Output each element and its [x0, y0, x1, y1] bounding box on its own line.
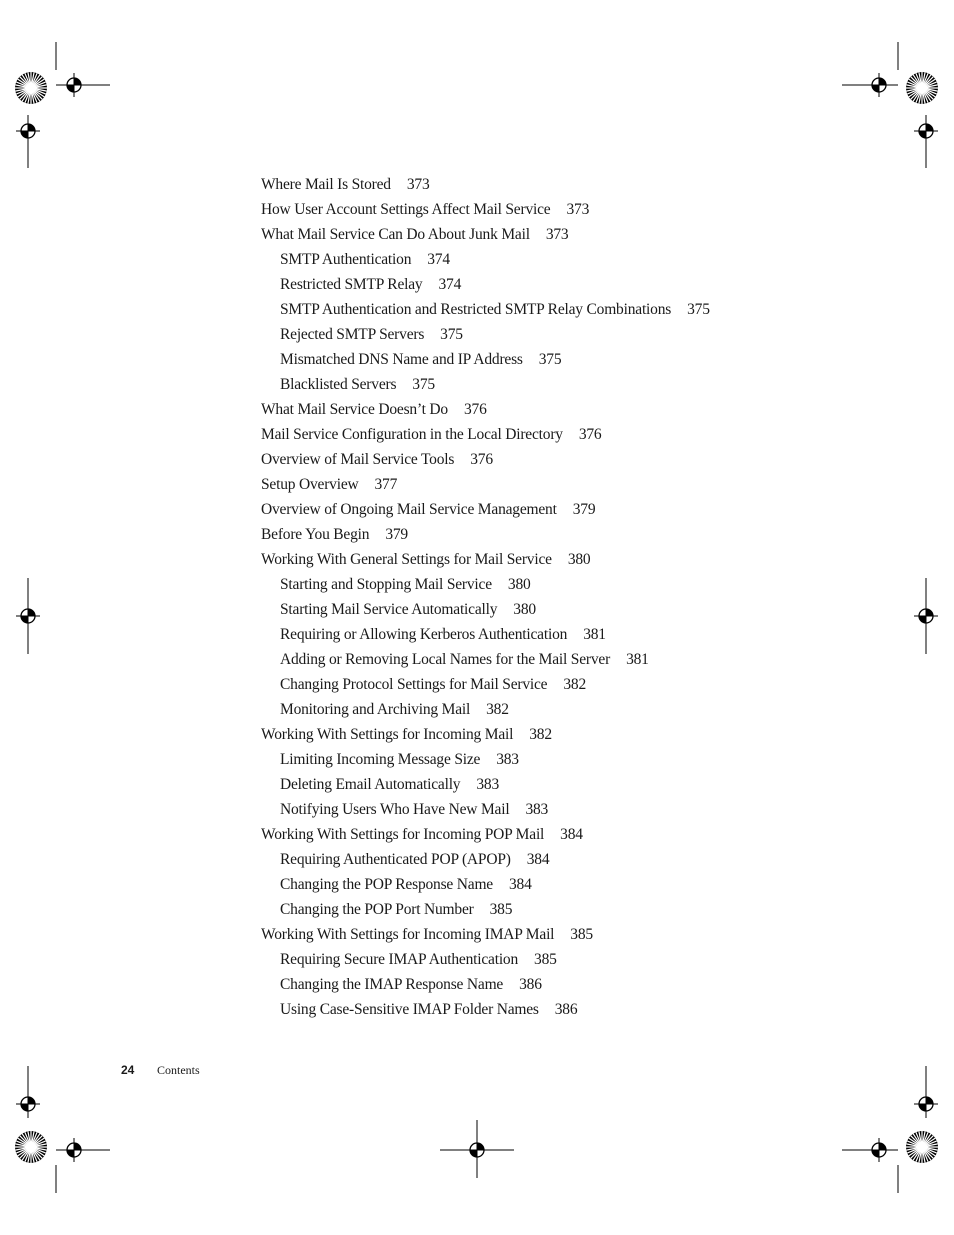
toc-entry-title: Limiting Incoming Message Size — [280, 751, 481, 768]
toc-entry[interactable] — [261, 322, 821, 347]
toc-entry[interactable] — [261, 847, 821, 872]
toc-entry[interactable] — [261, 247, 821, 272]
toc-entry[interactable] — [261, 572, 821, 597]
toc-entry-title: Working With Settings for Incoming Mail — [261, 726, 514, 743]
toc-entry-title: Overview of Ongoing Mail Service Management — [261, 501, 557, 518]
starburst-mark-bottom-right — [906, 1131, 938, 1163]
toc-entry-page-number: 373 — [406, 176, 430, 193]
toc-entry-title: Working With Settings for Incoming POP Mail — [261, 826, 545, 843]
footer-page-number: 24 — [121, 1063, 135, 1077]
toc-entry-page-number: 384 — [526, 851, 550, 868]
toc-entry[interactable] — [261, 347, 821, 372]
toc-entry-page-number: 382 — [529, 726, 552, 743]
crosshair-mark — [465, 1138, 489, 1162]
toc-entry-title: Monitoring and Archiving Mail — [280, 701, 471, 718]
crosshair-mark — [16, 119, 40, 143]
toc-entry-title: Changing Protocol Settings for Mail Service — [280, 676, 548, 693]
toc-entry-page-number: 384 — [509, 876, 532, 893]
toc-entry[interactable] — [261, 822, 821, 847]
toc-entry-title: Requiring Secure IMAP Authentication — [280, 951, 519, 968]
toc-entry[interactable] — [261, 372, 821, 397]
toc-entry-page-number: 373 — [545, 226, 569, 243]
toc-entry-page-number: 380 — [567, 551, 591, 568]
toc-entry-page-number: 386 — [554, 1001, 578, 1018]
toc-entry-page-number: 376 — [470, 451, 493, 468]
toc-entry[interactable] — [261, 197, 821, 222]
toc-entry[interactable] — [261, 297, 821, 322]
crosshair-mark — [914, 1092, 938, 1116]
footer-section-label: Contents — [157, 1063, 200, 1077]
toc-entry[interactable] — [261, 697, 821, 722]
toc-entry-title: SMTP Authentication and Restricted SMTP Relay Combinations — [280, 301, 672, 318]
toc-entry[interactable] — [261, 972, 821, 997]
toc-entry[interactable] — [261, 522, 821, 547]
crosshair-mark — [62, 1138, 86, 1162]
toc-entry-title: Adding or Removing Local Names for the Mail Server — [280, 651, 611, 668]
toc-entry-page-number: 384 — [560, 826, 583, 843]
crosshair-mark — [914, 119, 938, 143]
toc-entry-page-number: 375 — [440, 326, 463, 343]
toc-entry-title: Requiring Authenticated POP (APOP) — [280, 851, 511, 868]
crosshair-mark — [16, 604, 40, 628]
toc-entry-page-number: 381 — [583, 626, 606, 643]
toc-entry[interactable] — [261, 772, 821, 797]
toc-entry-page-number: 381 — [626, 651, 649, 668]
toc-entry[interactable] — [261, 947, 821, 972]
table-of-contents — [261, 172, 821, 1022]
toc-entry-title: Deleting Email Automatically — [280, 776, 461, 793]
toc-entry-title: Mismatched DNS Name and IP Address — [280, 351, 523, 368]
toc-entry-title: Before You Begin — [261, 526, 370, 543]
toc-entry[interactable] — [261, 922, 821, 947]
toc-entry[interactable] — [261, 797, 821, 822]
toc-entry-title: How User Account Settings Affect Mail Service — [261, 201, 551, 218]
toc-entry-page-number: 374 — [438, 276, 462, 293]
toc-entry-title: What Mail Service Doesn’t Do — [261, 401, 448, 418]
toc-entry-title: Starting Mail Service Automatically — [280, 601, 498, 618]
toc-entry[interactable] — [261, 647, 821, 672]
toc-entry[interactable] — [261, 422, 821, 447]
toc-entry[interactable] — [261, 622, 821, 647]
crosshair-mark — [867, 73, 891, 97]
toc-entry[interactable] — [261, 872, 821, 897]
toc-entry[interactable] — [261, 547, 821, 572]
toc-entry-page-number: 373 — [566, 201, 590, 218]
toc-entry-page-number: 386 — [519, 976, 542, 993]
toc-entry-page-number: 374 — [427, 251, 450, 268]
toc-entry[interactable] — [261, 397, 821, 422]
toc-entry-page-number: 383 — [496, 751, 519, 768]
toc-entry-page-number: 380 — [513, 601, 536, 618]
toc-entry[interactable] — [261, 172, 821, 197]
toc-entry-title: Changing the IMAP Response Name — [280, 976, 504, 993]
crosshair-mark — [16, 1092, 40, 1116]
toc-entry-title: Starting and Stopping Mail Service — [280, 576, 492, 593]
toc-entry-title: Working With General Settings for Mail Service — [261, 551, 552, 568]
toc-entry-title: Restricted SMTP Relay — [280, 276, 423, 293]
toc-entry-page-number: 382 — [563, 676, 587, 693]
toc-entry-page-number: 383 — [476, 776, 500, 793]
toc-entry-page-number: 379 — [572, 501, 596, 518]
toc-entry[interactable] — [261, 272, 821, 297]
crosshair-mark — [62, 73, 86, 97]
toc-entry-title: Changing the POP Port Number — [280, 901, 474, 918]
toc-entry[interactable] — [261, 472, 821, 497]
toc-entry-title: Working With Settings for Incoming IMAP Mail — [261, 926, 555, 943]
toc-entry-title: Blacklisted Servers — [280, 376, 397, 393]
starburst-mark-top-right — [906, 72, 938, 104]
toc-entry-page-number: 382 — [486, 701, 509, 718]
toc-entry[interactable] — [261, 497, 821, 522]
toc-entry-page-number: 375 — [412, 376, 435, 393]
toc-entry[interactable] — [261, 997, 821, 1022]
toc-entry-page-number: 385 — [534, 951, 557, 968]
toc-entry-page-number: 379 — [385, 526, 408, 543]
toc-entry-title: Mail Service Configuration in the Local Directory — [261, 426, 563, 443]
toc-entry-page-number: 385 — [570, 926, 593, 943]
toc-entry-title: Requiring or Allowing Kerberos Authentication — [280, 626, 568, 643]
toc-entry[interactable] — [261, 722, 821, 747]
toc-entry-page-number: 376 — [463, 401, 487, 418]
toc-entry-title: Where Mail Is Stored — [261, 176, 391, 193]
crosshair-mark — [914, 604, 938, 628]
toc-entry-title: What Mail Service Can Do About Junk Mail — [261, 226, 530, 243]
toc-entry-page-number: 375 — [687, 301, 710, 318]
toc-entry[interactable] — [261, 597, 821, 622]
toc-entry-title: Using Case-Sensitive IMAP Folder Names — [280, 1001, 539, 1018]
crosshair-mark — [867, 1138, 891, 1162]
toc-entry-page-number: 385 — [489, 901, 513, 918]
toc-entry-title: SMTP Authentication — [280, 251, 412, 268]
toc-entry-page-number: 375 — [538, 351, 562, 368]
toc-entry-title: Changing the POP Response Name — [280, 876, 493, 893]
toc-entry[interactable] — [261, 747, 821, 772]
toc-entry-page-number: 383 — [525, 801, 549, 818]
toc-entry-page-number: 376 — [578, 426, 602, 443]
toc-entry-page-number: 380 — [507, 576, 531, 593]
starburst-mark-top-left — [15, 72, 47, 104]
starburst-mark-bottom-left — [15, 1131, 47, 1163]
toc-entry-title: Overview of Mail Service Tools — [261, 451, 455, 468]
toc-entry-page-number: 377 — [374, 476, 398, 493]
toc-entry[interactable] — [261, 897, 821, 922]
toc-entry[interactable] — [261, 222, 821, 247]
toc-entry[interactable] — [261, 672, 821, 697]
toc-entry-title: Rejected SMTP Servers — [280, 326, 425, 343]
toc-entry-title: Setup Overview — [261, 476, 359, 493]
toc-entry-title: Notifying Users Who Have New Mail — [280, 801, 510, 818]
toc-entry[interactable] — [261, 447, 821, 472]
